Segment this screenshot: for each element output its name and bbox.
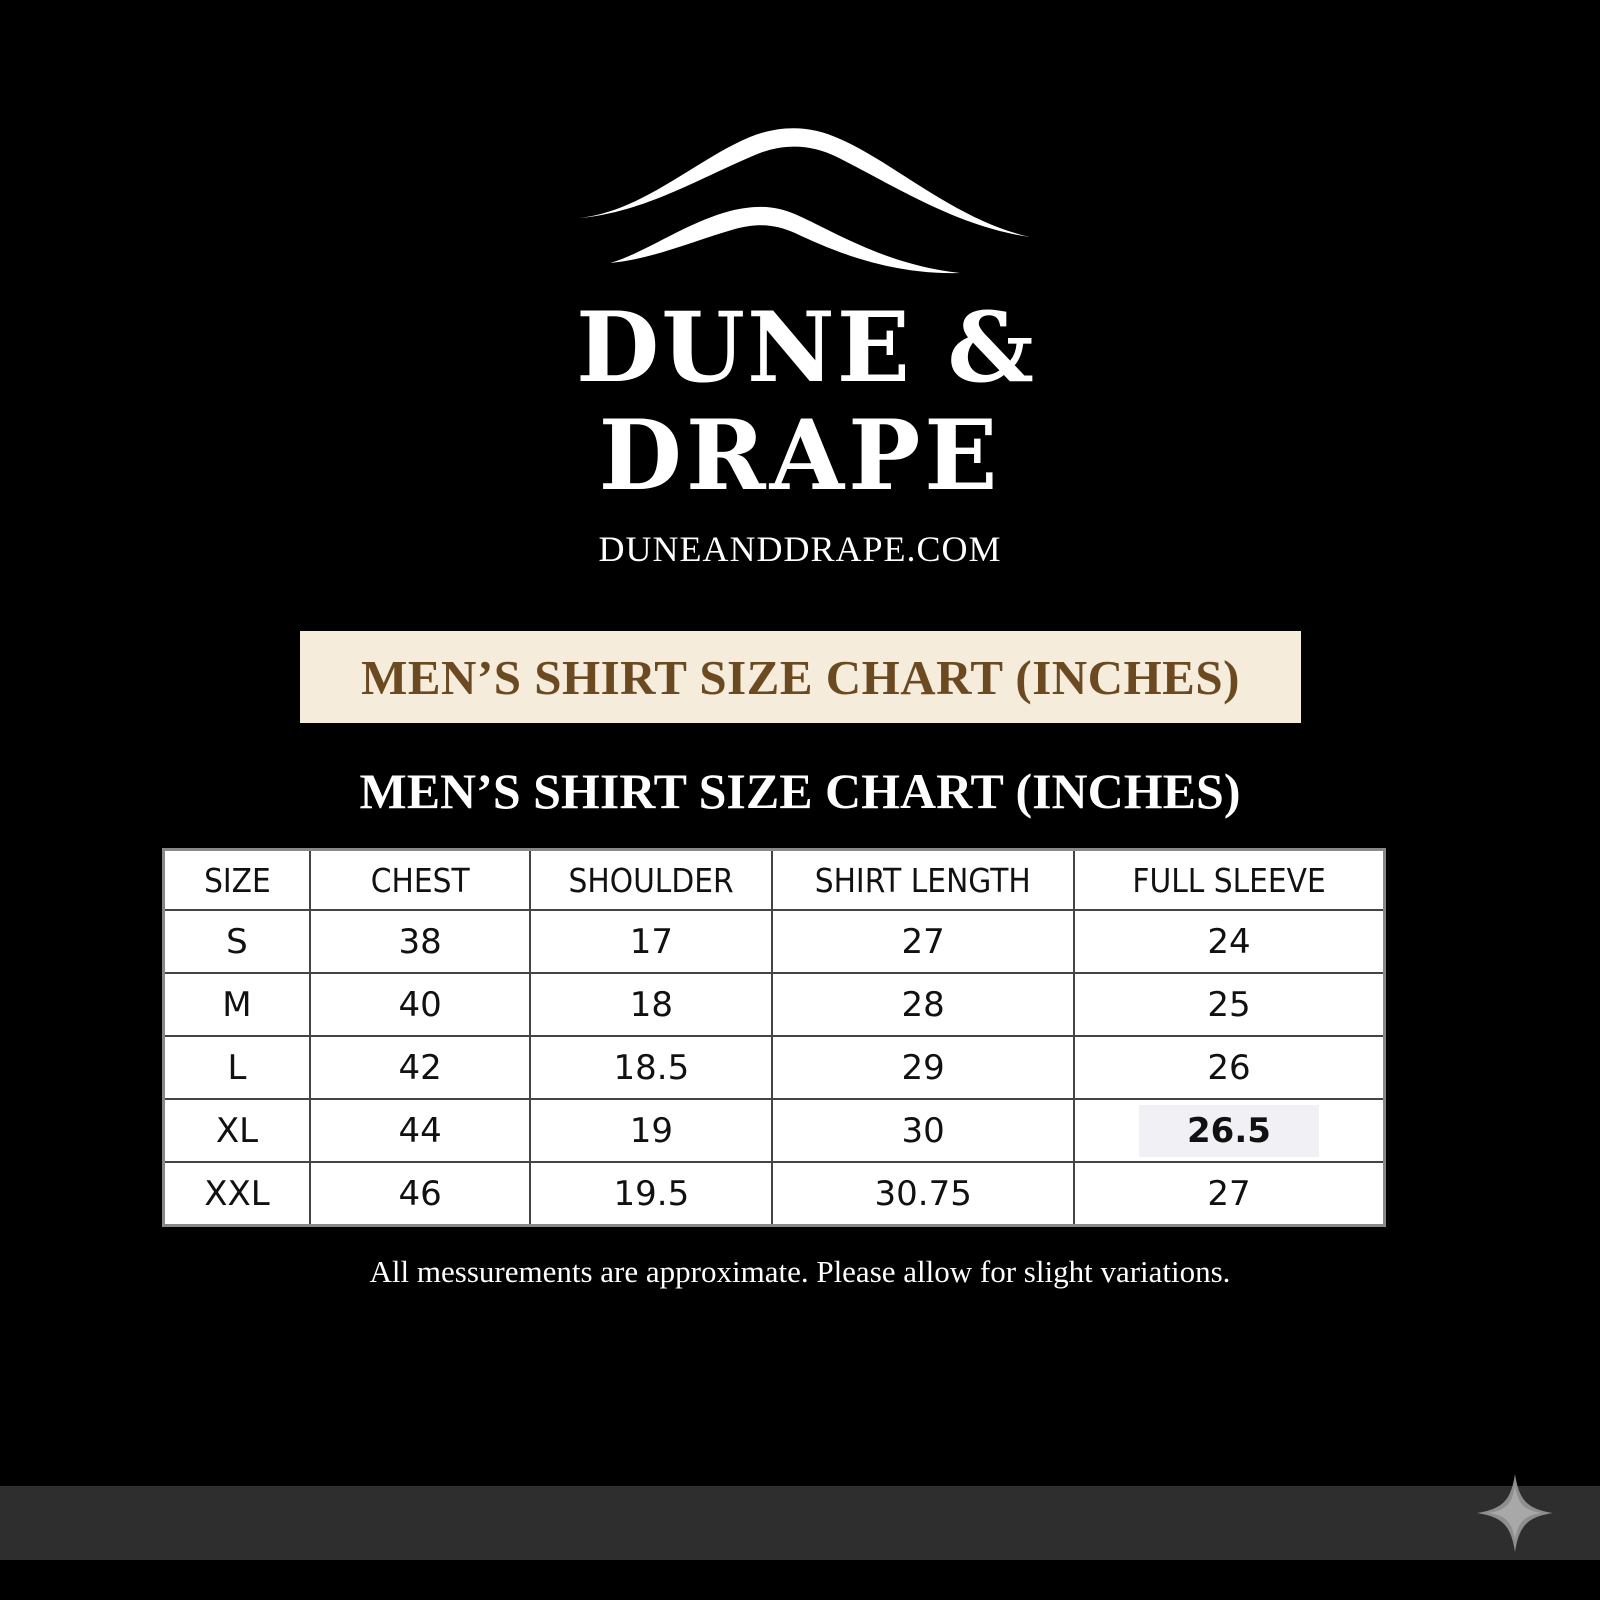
cell-shirt-length: 28: [772, 973, 1073, 1036]
header-size: SIZE: [171, 850, 303, 911]
cell-shoulder: 18: [530, 973, 772, 1036]
table-title: MEN’S SHIRT SIZE CHART (INCHES): [359, 763, 1241, 819]
dune-waves-icon: [575, 125, 1035, 285]
cell-shirt-length: 30: [772, 1099, 1073, 1162]
cell-full-sleeve: 25: [1074, 973, 1385, 1036]
cell-shoulder: 19: [530, 1099, 772, 1162]
title-banner: [300, 631, 1301, 723]
sparkle-icon: [1475, 1472, 1555, 1554]
website-url: DUNEANDDRAPE.COM: [598, 529, 1002, 569]
cell-shirt-length: 30.75: [772, 1162, 1073, 1226]
header-shoulder: SHOULDER: [542, 850, 760, 911]
header-chest: CHEST: [321, 850, 519, 911]
cell-size: XL: [164, 1099, 310, 1162]
cell-chest: 42: [310, 1036, 530, 1099]
cell-full-sleeve: 24: [1074, 910, 1385, 973]
table-row: [164, 1162, 1385, 1226]
cell-shoulder: 19.5: [530, 1162, 772, 1226]
cell-size: M: [164, 973, 310, 1036]
table-row: [164, 973, 1385, 1036]
table-row: [164, 910, 1385, 973]
cell-shoulder: 17: [530, 910, 772, 973]
table-row: [164, 1099, 1385, 1162]
brand-name-line-1: DUNE &: [576, 291, 1036, 404]
cell-size: S: [164, 910, 310, 973]
cell-size: XXL: [164, 1162, 310, 1226]
highlighted-value: 26.5: [1139, 1105, 1319, 1157]
header-full-sleeve: FULL SLEEVE: [1089, 850, 1369, 911]
cell-size: L: [164, 1036, 310, 1099]
table-row: [164, 1036, 1385, 1099]
cell-chest: 46: [310, 1162, 530, 1226]
table-header-row: [164, 850, 1385, 911]
footer-bar: [0, 1486, 1600, 1560]
size-chart-table: [162, 848, 1386, 1227]
cell-full-sleeve-highlighted: [1074, 1099, 1385, 1162]
brand-name-line-2: DRAPE: [598, 399, 1002, 512]
cell-shirt-length: 29: [772, 1036, 1073, 1099]
cell-chest: 44: [310, 1099, 530, 1162]
cell-chest: 38: [310, 910, 530, 973]
cell-shirt-length: 27: [772, 910, 1073, 973]
banner-title: MEN’S SHIRT SIZE CHART (INCHES): [361, 649, 1240, 705]
measurement-disclaimer: All messurements are approximate. Please allow for slight variations.: [369, 1254, 1231, 1289]
cell-chest: 40: [310, 973, 530, 1036]
header-shirt-length: SHIRT LENGTH: [788, 850, 1059, 911]
cell-full-sleeve: 27: [1074, 1162, 1385, 1226]
cell-shoulder: 18.5: [530, 1036, 772, 1099]
cell-full-sleeve: 26: [1074, 1036, 1385, 1099]
